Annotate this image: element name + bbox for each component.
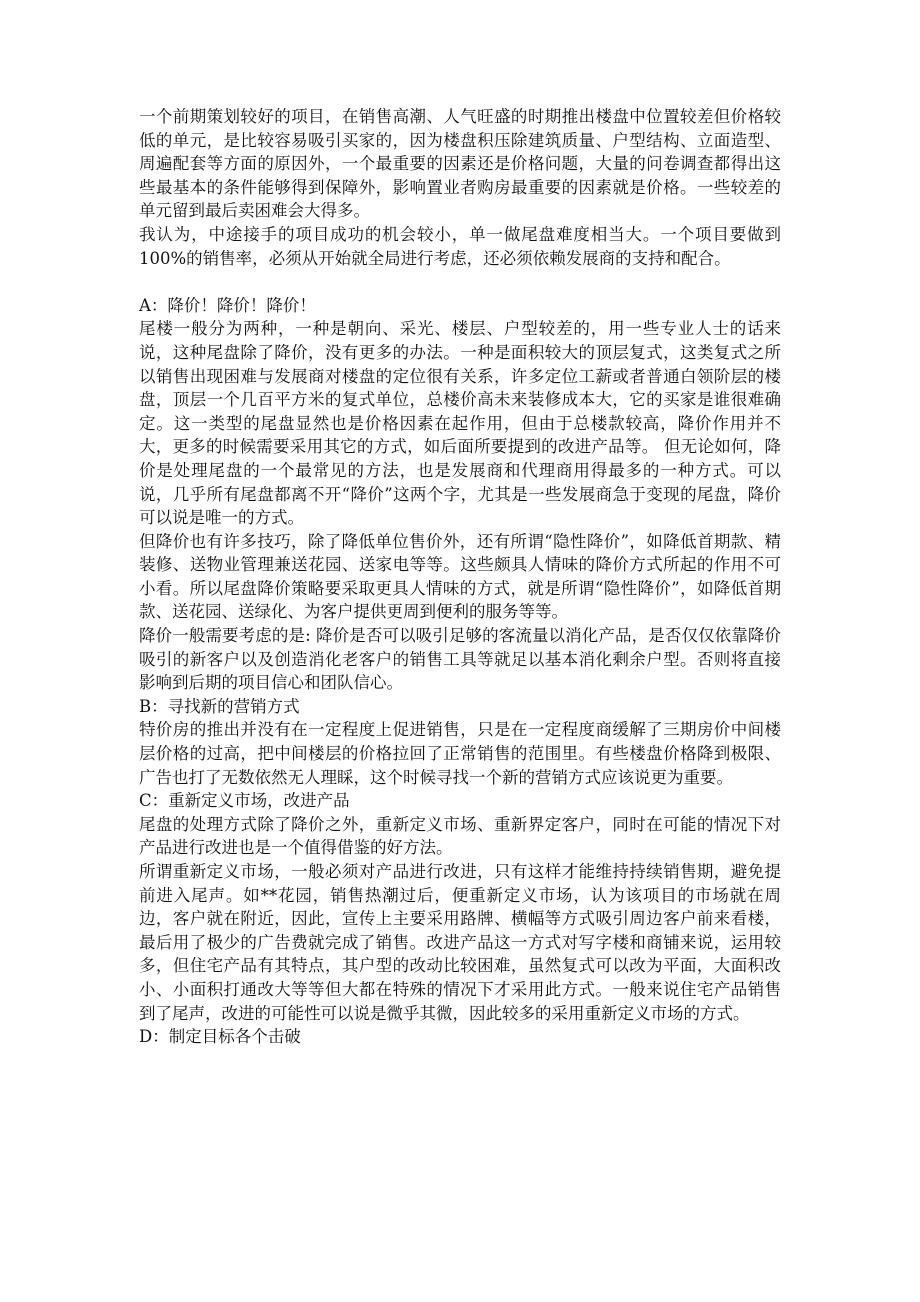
- paragraph-gap: [139, 270, 781, 294]
- section-heading-b: B：寻找新的营销方式: [139, 696, 300, 716]
- document-page: [139, 105, 781, 1049]
- paragraph-b-1: 特价房的推出并没有在一定程度上促进销售，只是在一定程度商缓解了三期房价中间楼层价格的过高，把中间楼层的价格拉回了正常销售的范围里。有些楼盘价格降到极限、广告也打了无数依然无人理睬，这个时候寻找一个新的营销方式应该说更为重要。: [139, 720, 781, 787]
- paragraph-c-1: 尾盘的处理方式除了降价之外，重新定义市场、重新界定客户，同时在可能的情况下对产品进行改进也是一个值得借鉴的好方法。: [139, 814, 781, 858]
- section-heading-a: A：降价！降价！降价！: [139, 295, 316, 315]
- paragraph-a-3: 降价一般需要考虑的是: 降价是否可以吸引足够的客流量以消化产品，是否仅仅依靠降价吸引的新客户以及创造消化老客户的销售工具等就足以基本消化剩余户型。否则将直接影响到后期的项目信心和团队信心。: [139, 626, 781, 693]
- paragraph-opinion: 我认为，中途接手的项目成功的机会较小，单一做尾盘难度相当大。一个项目要做到 100%的销售率，必须从开始就全局进行考虑，还必须依赖发展商的支持和配合。: [139, 224, 781, 268]
- paragraph-a-1: 尾楼一般分为两种，一种是朝向、采光、楼层、户型较差的，用一些专业人士的话来说，这种尾盘除了降价，没有更多的办法。一种是面积较大的顶层复式，这类复式之所以销售出现困难与发展商对楼盘的定位很有关系，许多定位工薪或者普通白领阶层的楼盘，顶层一个几百平方米的复式单位，总楼价高未来装修成本大，它的买家是谁很难确定。这一类型的尾盘显然也是价格因素在起作用，但由于总楼款较高，降价作用并不大，更多的时候需要采用其它的方式，如后面所要提到的改进产品等。 但无论如何，降价是处理尾盘的一个最常见的方法，也是发展商和代理商用得最多的一种方式。可以说，几乎所有尾盘都离不开“降价”这两个字，尤其是一些发展商急于变现的尾盘，降价可以说是唯一的方式。: [139, 319, 781, 528]
- section-heading-c: C：重新定义市场，改进产品: [139, 791, 350, 811]
- paragraph-a-2: 但降价也有许多技巧，除了降低单位售价外，还有所谓“隐性降价”，如降低首期款、精装修、送物业管理兼送花园、送家电等等。这些颇具人情味的降价方式所起的作用不可小看。所以尾盘降价策略要采取更具人情味的方式，就是所谓“隐性降价”，如降低首期款、送花园、送绿化、为客户提供更周到便利的服务等等。: [139, 531, 781, 622]
- paragraph-intro: 一个前期策划较好的项目，在销售高潮、人气旺盛的时期推出楼盘中位置较差但价格较低的单元，是比较容易吸引买家的，因为楼盘积压除建筑质量、户型结构、立面造型、周遍配套等方面的原因外，一个最重要的因素还是价格问题，大量的问卷调查都得出这些最基本的条件能够得到保障外，影响置业者购房最重要的因素就是价格。一些较差的单元留到最后卖困难会大得多。: [139, 107, 781, 221]
- section-heading-d: D：制定目标各个击破: [139, 1027, 301, 1047]
- paragraph-c-2: 所谓重新定义市场，一般必须对产品进行改进，只有这样才能维持持续销售期，避免提前进入尾声。如**花园，销售热潮过后，便重新定义市场，认为该项目的市场就在周边，客户就在附近，因此，宣传上主要采用路牌、横幅等方式吸引周边客户前来看楼，最后用了极少的广告费就完成了销售。改进产品这一方式对写字楼和商铺来说，运用较多，但住宅产品有其特点，其户型的改动比较困难，虽然复式可以改为平面，大面积改小、小面积打通改大等等但大都在特殊的情况下才采用此方式。一般来说住宅产品销售到了尾声，改进的可能性可以说是微乎其微，因此较多的采用重新定义市场的方式。: [139, 862, 781, 1023]
